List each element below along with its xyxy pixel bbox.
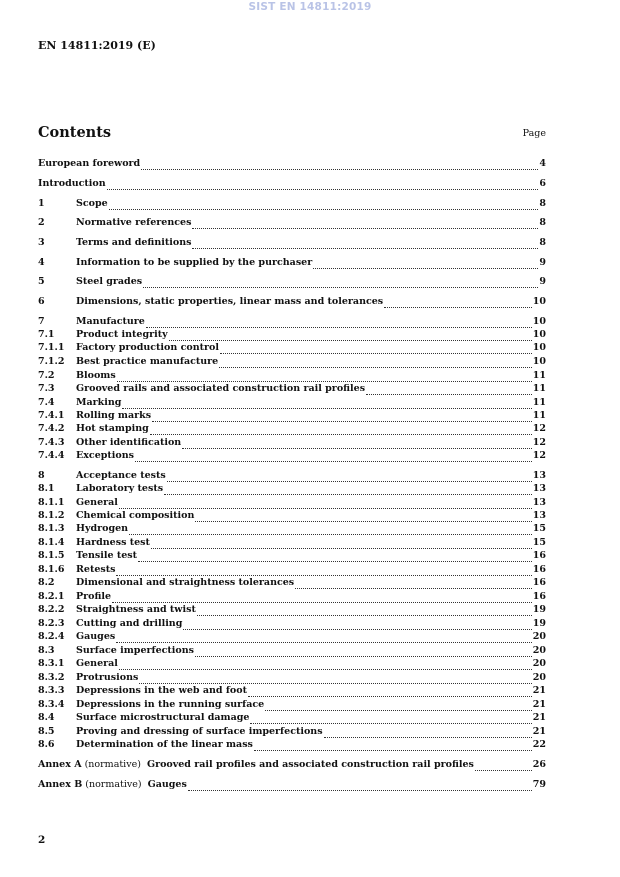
toc-entry-number: 8.3.3 (38, 685, 65, 696)
toc-entry[interactable] (38, 256, 546, 269)
toc-entry-number: 7 (38, 316, 45, 327)
toc-entry-title: Dimensional and straightness tolerances (76, 577, 295, 588)
toc-entry[interactable] (38, 671, 546, 684)
dot-leader (295, 579, 532, 589)
toc-entry-page: 13 (532, 470, 546, 481)
toc-entry-page: 21 (532, 726, 546, 737)
page-column-label: Page (522, 128, 546, 139)
dot-leader (219, 358, 532, 368)
annex-page: 26 (532, 759, 546, 770)
dot-leader (313, 259, 538, 269)
toc-entry-number: 3 (38, 237, 45, 248)
toc-entry[interactable] (38, 590, 546, 603)
dot-leader (112, 593, 532, 603)
dot-leader (192, 219, 538, 229)
toc-entry-page: 20 (532, 658, 546, 669)
toc-entry-number: 8.1.5 (38, 550, 65, 561)
toc-entry-title: Exceptions (76, 450, 134, 461)
toc-entry-page: 16 (532, 564, 546, 575)
contents-title: Contents (38, 124, 112, 141)
toc-entry-title: Straightness and twist (76, 604, 196, 615)
toc-entry-title: European foreword (38, 158, 141, 169)
dot-leader (150, 425, 532, 435)
dot-leader (220, 344, 532, 354)
toc-entry-page: 4 (539, 158, 546, 169)
toc-entry-number: 8.1 (38, 483, 55, 494)
toc-entry-page: 21 (532, 685, 546, 696)
toc-entry[interactable] (38, 382, 546, 395)
toc-entry-title: Scope (76, 198, 108, 209)
toc-entry-number: 8.6 (38, 739, 55, 750)
toc-entry-page: 19 (532, 604, 546, 615)
page-number: 2 (38, 834, 46, 846)
toc-entry[interactable] (38, 522, 546, 535)
toc-entry[interactable] (38, 496, 546, 509)
toc-entry-title: Rolling marks (76, 410, 152, 421)
toc-entry-title: Retests (76, 564, 116, 575)
toc-entry[interactable] (38, 409, 546, 422)
toc-entry-number: 6 (38, 296, 45, 307)
dot-leader (129, 525, 532, 535)
toc-entry[interactable] (38, 469, 546, 482)
toc-entry-page: 10 (532, 316, 546, 327)
toc-annex-entry[interactable] (38, 778, 546, 791)
annex-title: Grooved rail profiles and associated construction rail profiles (146, 759, 474, 770)
toc-entry-page: 15 (532, 537, 546, 548)
toc-entry-page: 20 (532, 631, 546, 642)
toc-entry-title: Marking (76, 397, 122, 408)
toc-entry-title: Hot stamping (76, 423, 149, 434)
toc-entry-title: Gauges (76, 631, 116, 642)
toc-entry-page: 21 (532, 699, 546, 710)
toc-entry-number: 8.3.1 (38, 658, 65, 669)
toc-entry-title: Dimensions, static properties, linear mass and tolerances (76, 296, 384, 307)
annex-title: Gauges (147, 779, 187, 790)
toc-entry-title: Product integrity (76, 329, 168, 340)
toc-entry-title: Chemical composition (76, 510, 195, 521)
dot-leader (164, 485, 532, 495)
toc-entry-number: 7.4.3 (38, 437, 65, 448)
toc-entry-page: 13 (532, 497, 546, 508)
dot-leader (169, 331, 532, 341)
dot-leader (192, 239, 538, 249)
annex-type: (normative) (81, 759, 147, 770)
toc-entry-number: 7.4.4 (38, 450, 65, 461)
toc-entry-page: 6 (539, 178, 546, 189)
dot-leader (109, 200, 539, 210)
toc-entry-title: Information to be supplied by the purchaser (76, 257, 313, 268)
toc-entry[interactable] (38, 711, 546, 724)
dot-leader (135, 452, 532, 462)
toc-entry-title: General (76, 497, 118, 508)
toc-entry-number: 8.1.3 (38, 523, 65, 534)
dot-leader (475, 761, 532, 771)
toc-entry-page: 10 (532, 342, 546, 353)
toc-entry-page: 10 (532, 296, 546, 307)
dot-leader (117, 372, 532, 382)
dot-leader (122, 399, 531, 409)
toc-entry-page: 8 (539, 198, 546, 209)
toc-entry-title: Laboratory tests (76, 483, 164, 494)
toc-entry[interactable] (38, 482, 546, 495)
toc-entry-number: 8 (38, 470, 45, 481)
toc-entry[interactable] (38, 725, 546, 738)
dot-leader (248, 687, 532, 697)
toc-entry[interactable] (38, 422, 546, 435)
toc-entry-title: Determination of the linear mass (76, 739, 253, 750)
toc-entry-number: 8.1.1 (38, 497, 65, 508)
toc-entry-number: 8.2.3 (38, 618, 65, 629)
toc-entry-title: Other identification (76, 437, 182, 448)
toc-entry-page: 11 (532, 370, 546, 381)
toc-entry[interactable] (38, 576, 546, 589)
dot-leader (197, 606, 532, 616)
toc-entry-number: 7.4 (38, 397, 55, 408)
toc-entry-number: 7.3 (38, 383, 55, 394)
toc-entry-title: Tensile test (76, 550, 138, 561)
toc-entry-number: 7.2 (38, 370, 55, 381)
toc-entry-title: Normative references (76, 217, 192, 228)
toc-entry[interactable] (38, 549, 546, 562)
toc-entry[interactable] (38, 509, 546, 522)
toc-entry-page: 9 (539, 276, 546, 287)
toc-entry-number: 8.2.2 (38, 604, 65, 615)
toc-entry-title: Protrusions (76, 672, 139, 683)
toc-entry[interactable] (38, 157, 546, 170)
toc-entry[interactable] (38, 644, 546, 657)
toc-entry-number: 4 (38, 257, 45, 268)
toc-entry-page: 16 (532, 577, 546, 588)
dot-leader (183, 620, 531, 630)
dot-leader (143, 278, 538, 288)
annex-label: Annex A (38, 759, 82, 770)
toc-entry-page: 22 (532, 739, 546, 750)
toc-entry-title: Cutting and drilling (76, 618, 183, 629)
toc-entry-number: 8.5 (38, 726, 55, 737)
toc-entry[interactable] (38, 684, 546, 697)
toc-entry-page: 21 (532, 712, 546, 723)
toc-entry-page: 12 (532, 437, 546, 448)
toc-entry-number: 8.2 (38, 577, 55, 588)
toc-entry-title: General (76, 658, 118, 669)
toc-entry-number: 5 (38, 276, 45, 287)
toc-entry-title: Terms and definitions (76, 237, 192, 248)
toc-entry-number: 8.1.4 (38, 537, 65, 548)
toc-entry-page: 20 (532, 645, 546, 656)
toc-entry-number: 7.4.1 (38, 410, 65, 421)
dot-leader (366, 385, 532, 395)
toc-entry-page: 10 (532, 329, 546, 340)
toc-entry[interactable] (38, 328, 546, 341)
dot-leader (384, 298, 532, 308)
annex-type: (normative) (82, 779, 148, 790)
standard-header: EN 14811:2019 (E) (38, 39, 156, 52)
toc-entry-page: 10 (532, 356, 546, 367)
toc-entry-page: 11 (532, 383, 546, 394)
toc-entry-number: 8.3.4 (38, 699, 65, 710)
toc-entry-page: 11 (532, 397, 546, 408)
toc-entry-page: 16 (532, 550, 546, 561)
toc-entry[interactable] (38, 341, 546, 354)
toc-entry-number: 8.2.1 (38, 591, 65, 602)
dot-leader (151, 539, 532, 549)
toc-entry-page: 15 (532, 523, 546, 534)
dot-leader (146, 318, 532, 328)
toc-entry-number: 1 (38, 198, 45, 209)
toc-entry-title: Steel grades (76, 276, 143, 287)
toc-entry-title: Surface imperfections (76, 645, 195, 656)
dot-leader (139, 674, 531, 684)
toc-entry[interactable] (38, 369, 546, 382)
dot-leader (195, 512, 531, 522)
toc-entry-title: Introduction (38, 178, 106, 189)
toc-entry[interactable] (38, 236, 546, 249)
toc-entry[interactable] (38, 563, 546, 576)
toc-entry-title: Depressions in the running surface (76, 699, 265, 710)
toc-entry[interactable] (38, 449, 546, 462)
toc-entry[interactable] (38, 617, 546, 630)
toc-entry[interactable] (38, 657, 546, 670)
dot-leader (254, 741, 532, 751)
dot-leader (152, 412, 532, 422)
toc-entry-page: 12 (532, 423, 546, 434)
toc-entry-number: 8.1.6 (38, 564, 65, 575)
toc-entry-number: 7.1.2 (38, 356, 65, 367)
toc-entry[interactable] (38, 177, 546, 190)
toc-entry-page: 16 (532, 591, 546, 602)
toc-entry-page: 11 (532, 410, 546, 421)
dot-leader (250, 714, 531, 724)
toc-entry-number: 8.1.2 (38, 510, 65, 521)
dot-leader (188, 781, 532, 791)
toc-entry[interactable] (38, 197, 546, 210)
toc-entry[interactable] (38, 315, 546, 328)
dot-leader (195, 647, 532, 657)
toc-entry[interactable] (38, 396, 546, 409)
toc-entry-page: 8 (539, 237, 546, 248)
toc-entry-title: Grooved rails and associated construction rail profiles (76, 383, 366, 394)
dot-leader (119, 660, 532, 670)
toc-entry[interactable] (38, 603, 546, 616)
toc-entry-page: 9 (539, 257, 546, 268)
toc-entry-number: 2 (38, 217, 45, 228)
toc-entry-number: 8.4 (38, 712, 55, 723)
toc-entry-title: Proving and dressing of surface imperfections (76, 726, 323, 737)
dot-leader (265, 701, 532, 711)
dot-leader (107, 180, 539, 190)
toc-annex-entry[interactable] (38, 758, 546, 771)
toc-entry-title: Best practice manufacture (76, 356, 219, 367)
toc-entry[interactable] (38, 698, 546, 711)
toc-entry[interactable] (38, 355, 546, 368)
dot-leader (116, 633, 532, 643)
toc-entry-title: Surface microstructural damage (76, 712, 250, 723)
toc-entry-number: 8.3 (38, 645, 55, 656)
toc-entry-page: 20 (532, 672, 546, 683)
toc-entry-number: 8.3.2 (38, 672, 65, 683)
toc-entry-title: Manufacture (76, 316, 145, 327)
toc-entry-page: 19 (532, 618, 546, 629)
toc-entry-page: 8 (539, 217, 546, 228)
toc-entry[interactable] (38, 436, 546, 449)
toc-entry[interactable] (38, 630, 546, 643)
toc-entry[interactable] (38, 275, 546, 288)
annex-label: Annex B (38, 779, 83, 790)
toc-entry-number: 7.1 (38, 329, 55, 340)
toc-entry-title: Blooms (76, 370, 116, 381)
toc-entry[interactable] (38, 536, 546, 549)
annex-page: 79 (532, 779, 546, 790)
toc-entry-page: 13 (532, 510, 546, 521)
toc-entry[interactable] (38, 738, 546, 751)
dot-leader (119, 499, 532, 509)
toc-entry-title: Acceptance tests (76, 470, 166, 481)
toc-entry-title: Profile (76, 591, 112, 602)
toc-entry[interactable] (38, 295, 546, 308)
dot-leader (167, 472, 532, 482)
toc-entry-page: 13 (532, 483, 546, 494)
toc-entry[interactable] (38, 216, 546, 229)
dot-leader (324, 728, 532, 738)
toc-entry-page: 12 (532, 450, 546, 461)
dot-leader (138, 552, 532, 562)
dot-leader (116, 566, 531, 576)
dot-leader (141, 160, 538, 170)
toc-entry-title: Depressions in the web and foot (76, 685, 247, 696)
toc-entry-number: 8.2.4 (38, 631, 65, 642)
toc-entry-number: 7.1.1 (38, 342, 65, 353)
toc-entry-number: 7.4.2 (38, 423, 65, 434)
watermark: SIST EN 14811:2019 (248, 1, 372, 13)
toc-entry-title: Factory production control (76, 342, 219, 353)
dot-leader (182, 439, 532, 449)
toc-entry-title: Hardness test (76, 537, 150, 548)
toc-entry-title: Hydrogen (76, 523, 129, 534)
